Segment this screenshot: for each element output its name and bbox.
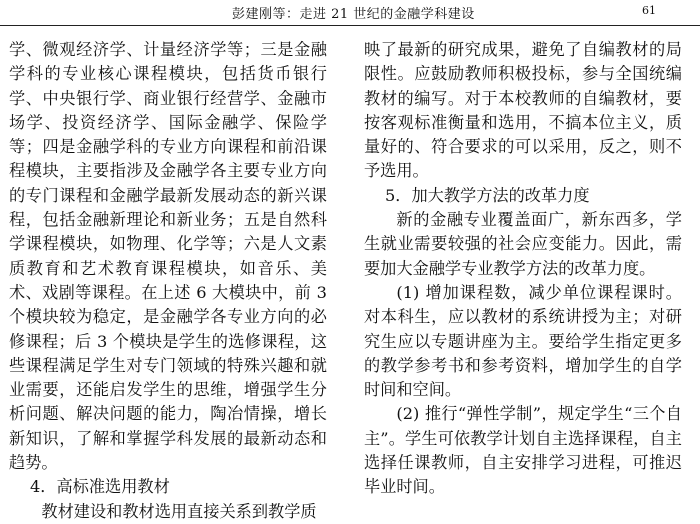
section-heading-5: 5．加大教学方法的改革力度 [385, 185, 590, 205]
section-heading-4: 4．高标准选用教材 [30, 477, 170, 497]
running-header [0, 0, 700, 24]
right-paragraph-2: 新的金融专业覆盖面广，新东西多，学生就业需要较强的社会应变能力。因此，需要加大金融学专业教学方法的改革力度。 [364, 210, 682, 278]
running-title: 彭建刚等：走进 21 世纪的金融学科建设 [232, 7, 475, 22]
right-paragraph-4: (2) 推行“弹性学制”，规定学生“三个自主”。学生可依教学计划自主选择课程，自主选择任课教师，自主安排学习进程，可推迟毕业时间。 [364, 404, 682, 497]
left-column [9, 38, 327, 524]
left-paragraph-2: 教材建设和教材选用直接关系到教学质 [41, 501, 317, 521]
header-rule [0, 25, 700, 26]
right-column [364, 38, 682, 500]
right-paragraph-3: (1) 增加课程数，减少单位课程课时。对本科生，应以教材的系统讲授为主；对研究生应以专题讲座为主。要给学生指定更多的教学参考书和参考资料，增加学生的自学时间和空间。 [364, 282, 682, 400]
left-paragraph-1: 学、微观经济学、计量经济学等；三是金融学科的专业核心课程模块，包括货币银行学、中央银行学、商业银行经营学、金融市场学、投资经济学、国际金融学、保险学等；四是金融学科的专业方向课程和前沿课程模块，主要指涉及金融学各主要专业方向的专门课程和金融学最新发展动态的新兴课程，包括金融新理论和新业务；五是自然科学课程模块，如物理、化学等；六是人文素质教育和艺术教育课程模块，如音乐、美术、戏剧等课程。在上述 6 大模块中，前 3 个模块较为稳定，是金融学各专业方向的必修课程；后 3 个模块是学生的选修课程，这些课程满足学生对专门领域的特殊兴趣和就业需要，还能启发学生的思维，增强学生分析问题、解决问题的能力，陶冶情操，增长新知识，了解和掌握学科发展的最新动态和趋势。 [9, 40, 327, 473]
right-paragraph-1: 映了最新的研究成果，避免了自编教材的局限性。应鼓励教师积极投标，参与全国统编教材的编写。对于本校教师的自编教材，要按客观标准衡量和选用，不搞本位主义，质量好的、符合要求的可以采用，反之，则不予选用。 [364, 40, 682, 181]
page-number: 61 [642, 4, 656, 17]
